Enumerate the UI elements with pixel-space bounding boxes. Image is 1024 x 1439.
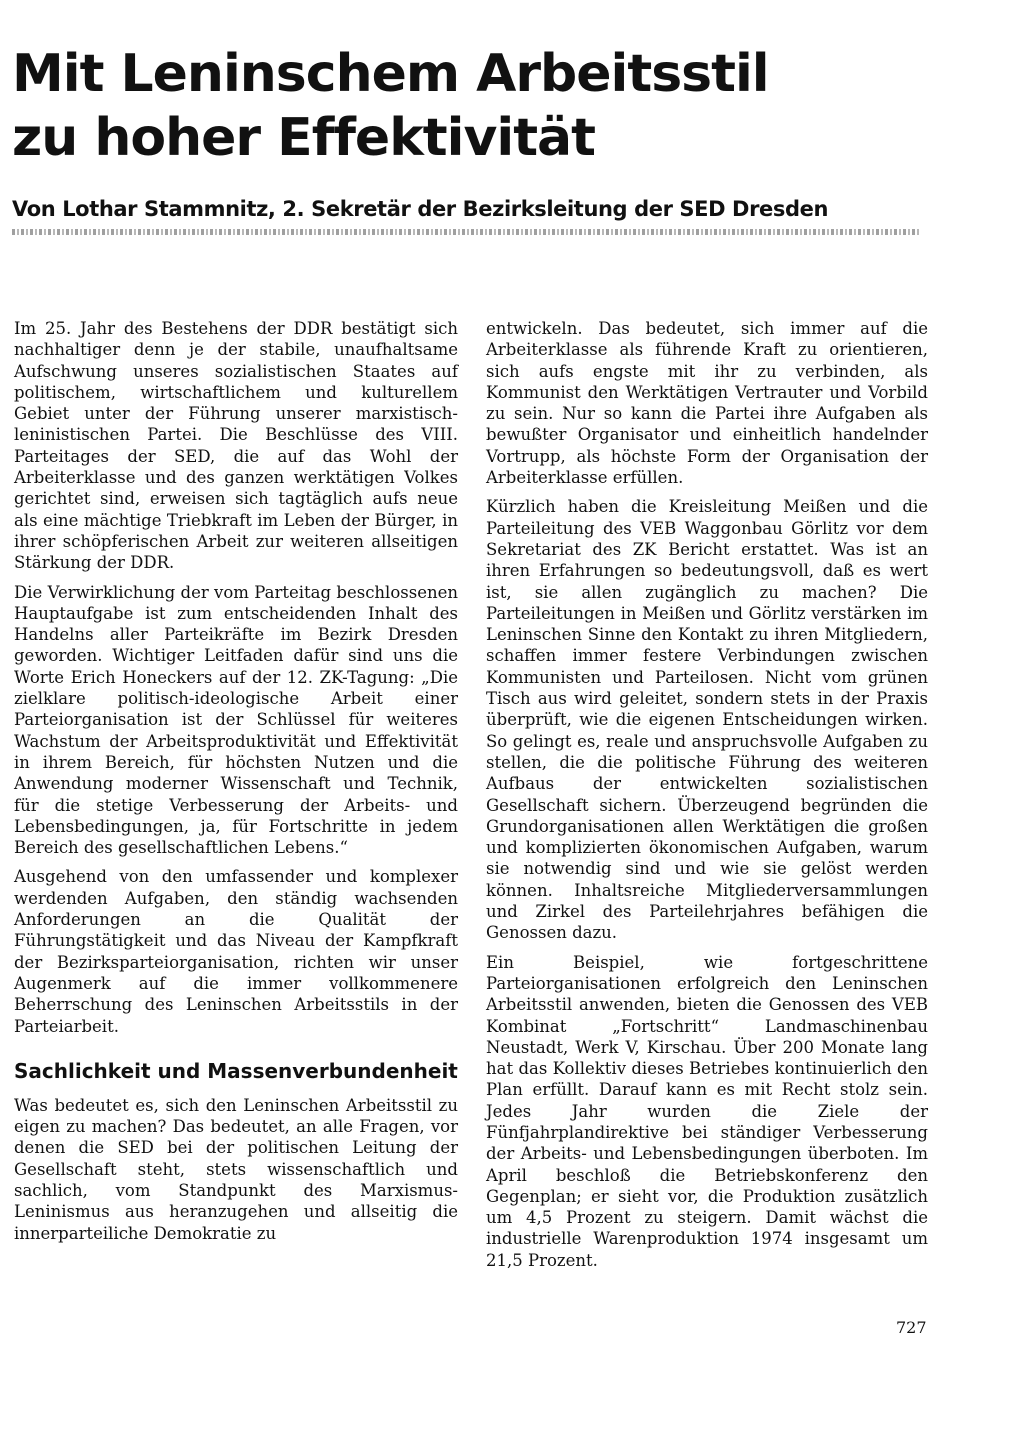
paragraph: Ein Beispiel, wie fortgeschrittene Parteiorganisationen erfolgreich den Leninschen Arbeitsstil anwenden, bieten die Genossen des VEB Kombinat „Fortschritt“ Landmaschinenbau Neustadt, Werk V, Kirschau. Über 200 Monate lang hat das Kollektiv dieses Betriebes kontinuierlich den Plan erfüllt. Darauf kann es mit Recht stolz sein. Jedes Jahr wurden die Ziele der Fünfjahrplandirektive bei ständiger Verbesserung der Arbeits- und Lebensbedingungen überboten. Im April beschloß die Betriebskonferenz den Gegenplan; er sieht vor, die Produktion zusätzlich um 4,5 Prozent zu steigern. Damit wächst die industrielle Warenproduktion 1974 insgesamt um 21,5 Prozent.	[486, 952, 928, 1270]
paragraph: Ausgehend von den umfassender und komplexer werdenden Aufgaben, den ständig wachsenden Anforderungen an die Qualität der Führungstätigkeit und das Niveau der Kampfkraft der Bezirksparteiorganisation, richten wir unser Augenmerk auf die immer vollkommenere Beherrschung des Leninschen Arbeitsstils in der Parteiarbeit.	[14, 867, 458, 1036]
right-column	[486, 318, 928, 1279]
paragraph: Die Verwirklichung der vom Parteitag beschlossenen Hauptaufgabe ist zum entscheidenden Inhalt des Handelns aller Parteikräfte im Bezirk Dresden geworden. Wichtiger Leitfaden dafür sind uns die Worte Erich Honeckers auf der 12. ZK-Tagung: „Die zielklare politisch-ideologische Arbeit einer Parteiorganisation ist der Schlüssel für weiteres Wachstum der Arbeitsproduktivität und Effektivität in ihrem Bereich, für höchsten Nutzen und die Anwendung moderner Wissenschaft und Technik, für die stetige Verbesserung der Arbeits- und Lebensbedingungen, ja, für Fortschritte in jedem Bereich des gesellschaftlichen Lebens.“	[14, 582, 458, 858]
paragraph: Kürzlich haben die Kreisleitung Meißen und die Parteileitung des VEB Waggonbau Görlitz vor dem Sekretariat des ZK Bericht erstattet. Was ist an ihren Erfahrungen so bedeutungsvoll, daß es wert ist, sie allen zugänglich zu machen? Die Parteileitungen in Meißen und Görlitz verstärken im Leninschen Sinne den Kontakt zu ihren Mitgliedern, schaffen immer festere Verbindungen zwischen Kommunisten und Parteilosen. Nicht vom grünen Tisch aus wird geleitet, sondern stets in der Praxis überprüft, wie die eigenen Entscheidungen wirken. So gelingt es, reale und anspruchsvolle Aufgaben zu stellen, die die politische Führung des weiteren Aufbaus der entwickelten sozialistischen Gesellschaft sichern. Überzeugend begründen die Grundorganisationen allen Werktätigen die großen und komplizierten ökonomischen Aufgaben, warum sie notwendig sind und wie sie gelöst werden können. Inhaltsreiche Mitgliederversammlungen und Zirkel des Parteilehrjahres befähigen die Genossen dazu.	[486, 497, 928, 943]
article-byline: Von Lothar Stammnitz, 2. Sekretär der Bezirksleitung der SED Dresden	[12, 197, 828, 221]
left-column	[14, 318, 458, 1252]
title-line-1: Mit Leninschem Arbeitsstil	[12, 44, 769, 104]
paragraph: Was bedeutet es, sich den Leninschen Arbeitsstil zu eigen zu machen? Das bedeutet, an alle Fragen, vor denen die SED bei der politischen Leitung der Gesellschaft steht, stets wissenschaftlich und sachlich, vom Standpunkt des Marxismus-Leninismus aus heranzugehen und allseitig die innerparteiliche Demokratie zu	[14, 1095, 458, 1243]
section-heading: Sachlichkeit und Massenverbundenheit	[14, 1058, 458, 1083]
paragraph: Im 25. Jahr des Bestehens der DDR bestätigt sich nachhaltiger denn je der stabile, unaufhaltsame Aufschwung unseres sozialistischen Staates auf politischem, wirtschaftlichem und kulturellem Gebiet unter der Führung unserer marxistisch-leninistischen Partei. Die Beschlüsse des VIII. Parteitages der SED, die auf das Wohl der Arbeiterklasse und des ganzen werktätigen Volkes gerichtet sind, erweisen sich tagtäglich aufs neue als eine mächtige Triebkraft im Leben der Bürger, in ihrer schöpferischen Arbeit zur weiteren allseitigen Stärkung der DDR.	[14, 319, 458, 573]
article-title	[12, 42, 912, 170]
paragraph: entwickeln. Das bedeutet, sich immer auf die Arbeiterklasse als führende Kraft zu orientieren, sich aufs engste mit ihr zu verbinden, als Kommunist den Werktätigen Vertrauter und Vorbild zu sein. Nur so kann die Partei ihre Aufgaben als bewußter Organisator und einheitlich handelnder Vortrupp, als höchste Form der Organisation der Arbeiterklasse erfüllen.	[486, 319, 928, 488]
title-rule-divider	[12, 229, 920, 235]
page-number: 727	[896, 1318, 927, 1337]
title-line-2: zu hoher Effektivität	[12, 108, 595, 168]
